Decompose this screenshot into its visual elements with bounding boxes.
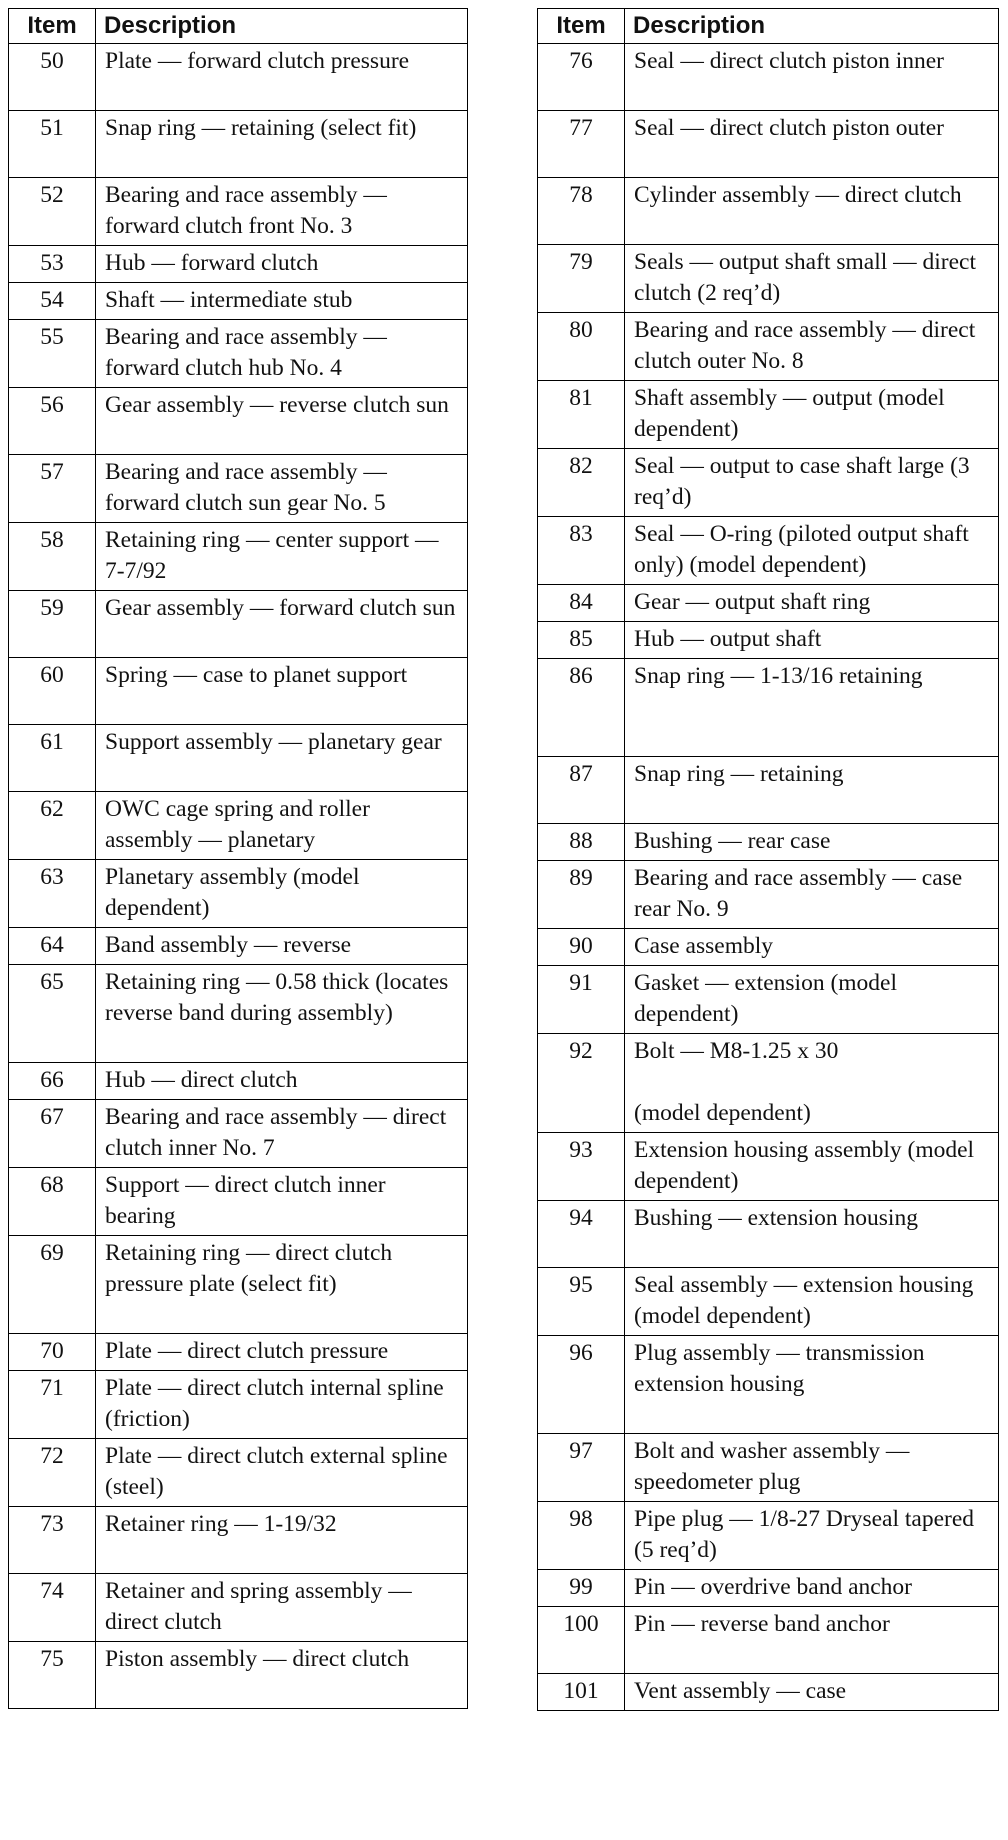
item-number: 77 (538, 111, 625, 178)
item-description: Bolt — M8-1.25 x 30 (model dependent) (625, 1034, 999, 1133)
table-row (9, 1236, 468, 1334)
item-number: 80 (538, 313, 625, 381)
item-description: Gear assembly — forward clutch sun (96, 591, 468, 658)
item-description: Shaft — intermediate stub (96, 283, 468, 320)
table-row (538, 1434, 999, 1502)
table-row (9, 965, 468, 1063)
table-row (538, 659, 999, 757)
item-description: Seal — O-ring (piloted output shaft only) (model dependent) (625, 517, 999, 585)
item-number: 90 (538, 929, 625, 966)
table-row (538, 1034, 999, 1133)
table-row (9, 246, 468, 283)
item-description: Plug assembly — transmission extension housing (625, 1336, 999, 1434)
item-description: Support — direct clutch inner bearing (96, 1168, 468, 1236)
item-description: Snap ring — 1-13/16 retaining (625, 659, 999, 757)
item-description: Hub — output shaft (625, 622, 999, 659)
table-row (538, 449, 999, 517)
item-number: 73 (9, 1507, 96, 1574)
item-number: 83 (538, 517, 625, 585)
table-row (9, 1168, 468, 1236)
item-number: 57 (9, 455, 96, 523)
table-row (538, 1502, 999, 1570)
item-number: 76 (538, 44, 625, 111)
table-row (9, 523, 468, 591)
item-number: 87 (538, 757, 625, 824)
item-description: Seal assembly — extension housing (model dependent) (625, 1268, 999, 1336)
item-description: Bolt and washer assembly — speedometer plug (625, 1434, 999, 1502)
item-description: Bushing — extension housing (625, 1201, 999, 1268)
item-description: Pin — reverse band anchor (625, 1607, 999, 1674)
table-row (538, 622, 999, 659)
item-description: Cylinder assembly — direct clutch (625, 178, 999, 245)
item-number: 71 (9, 1371, 96, 1439)
item-description: Bearing and race assembly — forward clutch front No. 3 (96, 178, 468, 246)
table-row (9, 283, 468, 320)
item-number: 66 (9, 1063, 96, 1100)
item-description: Band assembly — reverse (96, 928, 468, 965)
item-number: 98 (538, 1502, 625, 1570)
item-description: Retainer and spring assembly — direct clutch (96, 1574, 468, 1642)
item-description: Bearing and race assembly — forward clutch sun gear No. 5 (96, 455, 468, 523)
item-description: Retaining ring — direct clutch pressure plate (select fit) (96, 1236, 468, 1334)
table-row (538, 44, 999, 111)
item-number: 64 (9, 928, 96, 965)
table-row (538, 966, 999, 1034)
item-number: 72 (9, 1439, 96, 1507)
table-row (538, 585, 999, 622)
item-number: 96 (538, 1336, 625, 1434)
item-description: Snap ring — retaining (select fit) (96, 111, 468, 178)
table-row (538, 1607, 999, 1674)
item-description: Seals — output shaft small — direct clutch (2 req’d) (625, 245, 999, 313)
item-number: 75 (9, 1642, 96, 1709)
item-description: Bearing and race assembly — forward clutch hub No. 4 (96, 320, 468, 388)
item-number: 62 (9, 792, 96, 860)
table-row (9, 44, 468, 111)
table-row (9, 1334, 468, 1371)
item-description: Plate — direct clutch pressure (96, 1334, 468, 1371)
table-row (9, 1100, 468, 1168)
item-description: Gasket — extension (model dependent) (625, 966, 999, 1034)
item-number: 84 (538, 585, 625, 622)
parts-table-right (537, 8, 999, 1711)
item-number: 69 (9, 1236, 96, 1334)
item-description: Hub — direct clutch (96, 1063, 468, 1100)
item-description: Case assembly (625, 929, 999, 966)
table-row (9, 1507, 468, 1574)
item-description: Gear assembly — reverse clutch sun (96, 388, 468, 455)
item-description: Seal — direct clutch piston inner (625, 44, 999, 111)
table-row (538, 1570, 999, 1607)
table-row (9, 1439, 468, 1507)
table-row (538, 1133, 999, 1201)
item-description: Spring — case to planet support (96, 658, 468, 725)
item-description: Bushing — rear case (625, 824, 999, 861)
item-description: Support assembly — planetary gear (96, 725, 468, 792)
item-number: 101 (538, 1674, 625, 1711)
table-row (9, 178, 468, 246)
item-description: Retaining ring — 0.58 thick (locates reverse band during assembly) (96, 965, 468, 1063)
table-row (9, 1371, 468, 1439)
item-number: 99 (538, 1570, 625, 1607)
table-row (538, 929, 999, 966)
table-row (538, 861, 999, 929)
item-number: 63 (9, 860, 96, 928)
table-row (9, 1063, 468, 1100)
table-header-row (9, 9, 468, 44)
item-description: Plate — forward clutch pressure (96, 44, 468, 111)
table-row (9, 1574, 468, 1642)
item-number: 55 (9, 320, 96, 388)
table-row (538, 824, 999, 861)
item-number: 79 (538, 245, 625, 313)
table-row (538, 757, 999, 824)
item-number: 65 (9, 965, 96, 1063)
item-number: 52 (9, 178, 96, 246)
table-row (538, 245, 999, 313)
table-row (9, 388, 468, 455)
item-description: Plate — direct clutch external spline (steel) (96, 1439, 468, 1507)
item-description: Extension housing assembly (model dependent) (625, 1133, 999, 1201)
item-description: Hub — forward clutch (96, 246, 468, 283)
item-column-header: Item (538, 9, 625, 44)
item-number: 56 (9, 388, 96, 455)
item-number: 91 (538, 966, 625, 1034)
table-row (9, 658, 468, 725)
item-number: 94 (538, 1201, 625, 1268)
table-row (9, 928, 468, 965)
item-number: 78 (538, 178, 625, 245)
item-description: Planetary assembly (model dependent) (96, 860, 468, 928)
item-description: Pipe plug — 1/8-27 Dryseal tapered (5 req’d) (625, 1502, 999, 1570)
item-number: 51 (9, 111, 96, 178)
table-row (538, 517, 999, 585)
item-number: 88 (538, 824, 625, 861)
item-description: Retaining ring — center support — 7-7/92 (96, 523, 468, 591)
description-column-header: Description (625, 9, 999, 44)
table-row (538, 111, 999, 178)
item-number: 82 (538, 449, 625, 517)
table-row (538, 1201, 999, 1268)
item-number: 100 (538, 1607, 625, 1674)
item-number: 58 (9, 523, 96, 591)
item-description: OWC cage spring and roller assembly — planetary (96, 792, 468, 860)
item-number: 89 (538, 861, 625, 929)
item-number: 86 (538, 659, 625, 757)
item-number: 54 (9, 283, 96, 320)
table-header-row (538, 9, 999, 44)
table-row (538, 1674, 999, 1711)
item-description: Gear — output shaft ring (625, 585, 999, 622)
item-number: 50 (9, 44, 96, 111)
table-row (9, 860, 468, 928)
table-row (9, 1642, 468, 1709)
table-row (538, 381, 999, 449)
item-number: 95 (538, 1268, 625, 1336)
table-row (9, 792, 468, 860)
parts-table-left (8, 8, 468, 1709)
item-description: Piston assembly — direct clutch (96, 1642, 468, 1709)
item-number: 74 (9, 1574, 96, 1642)
item-description: Seal — direct clutch piston outer (625, 111, 999, 178)
item-description: Pin — overdrive band anchor (625, 1570, 999, 1607)
item-description: Retainer ring — 1-19/32 (96, 1507, 468, 1574)
item-number: 85 (538, 622, 625, 659)
table-row (9, 725, 468, 792)
item-description: Shaft assembly — output (model dependent) (625, 381, 999, 449)
item-number: 92 (538, 1034, 625, 1133)
table-row (538, 1336, 999, 1434)
item-number: 68 (9, 1168, 96, 1236)
item-description: Seal — output to case shaft large (3 req’d) (625, 449, 999, 517)
item-number: 67 (9, 1100, 96, 1168)
item-number: 81 (538, 381, 625, 449)
item-number: 93 (538, 1133, 625, 1201)
item-number: 97 (538, 1434, 625, 1502)
table-row (538, 178, 999, 245)
table-row (9, 455, 468, 523)
item-number: 61 (9, 725, 96, 792)
table-body (9, 44, 468, 1709)
item-number: 59 (9, 591, 96, 658)
table-row (538, 1268, 999, 1336)
table-row (9, 111, 468, 178)
table-body (538, 44, 999, 1711)
item-description: Plate — direct clutch internal spline (friction) (96, 1371, 468, 1439)
item-description: Bearing and race assembly — direct clutch outer No. 8 (625, 313, 999, 381)
item-description: Bearing and race assembly — case rear No. 9 (625, 861, 999, 929)
description-column-header: Description (96, 9, 468, 44)
item-description: Vent assembly — case (625, 1674, 999, 1711)
item-description: Bearing and race assembly — direct clutch inner No. 7 (96, 1100, 468, 1168)
table-row (9, 320, 468, 388)
table-row (9, 591, 468, 658)
item-description: Snap ring — retaining (625, 757, 999, 824)
item-number: 70 (9, 1334, 96, 1371)
item-number: 53 (9, 246, 96, 283)
item-number: 60 (9, 658, 96, 725)
table-row (538, 313, 999, 381)
item-column-header: Item (9, 9, 96, 44)
